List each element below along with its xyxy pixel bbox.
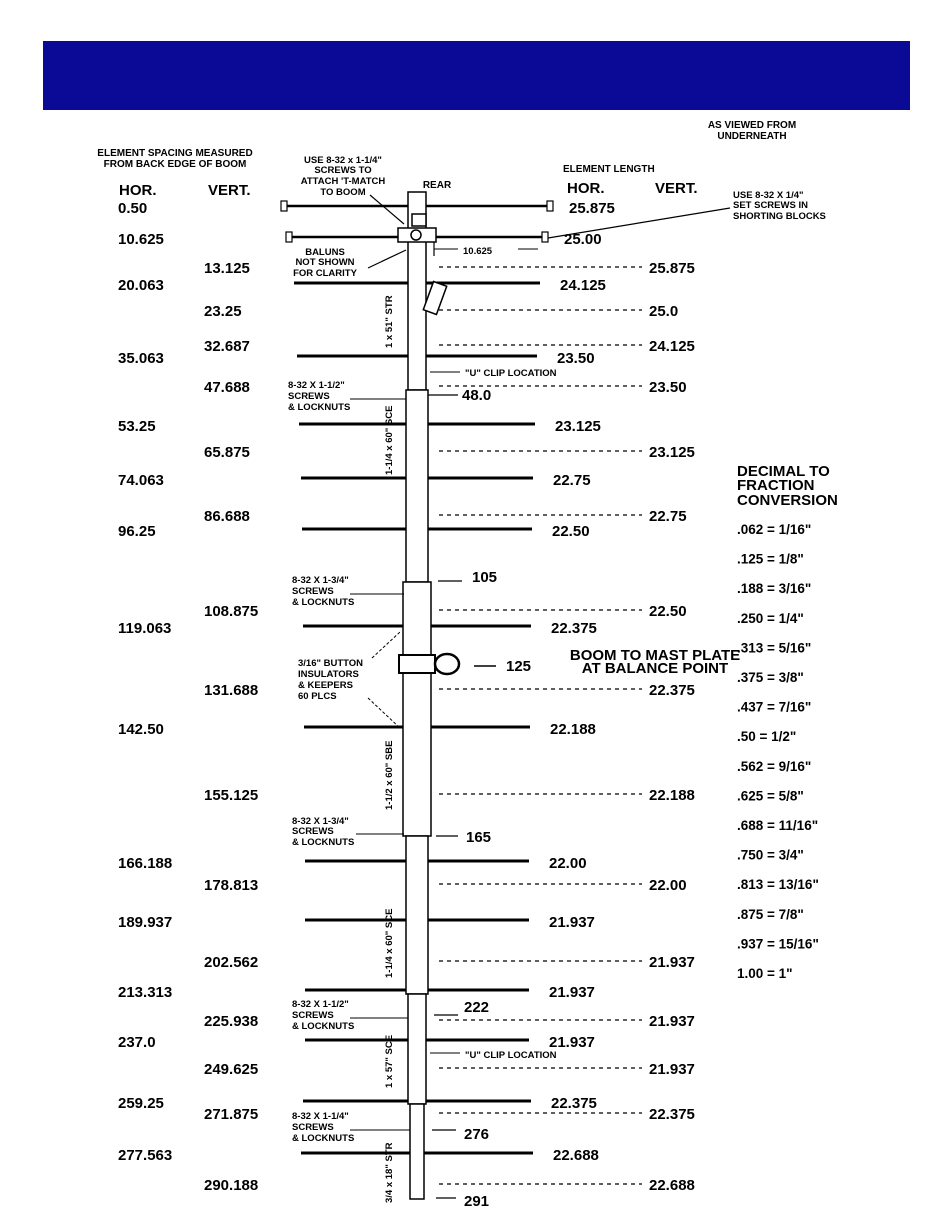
conversion-row: .562 = 9/16" xyxy=(737,758,812,774)
note-baluns-2: NOT SHOWN xyxy=(295,257,355,268)
vertical-spacing: 155.125 xyxy=(204,787,259,804)
viewed-from-label-2: UNDERNEATH xyxy=(717,131,787,142)
shorting-block-left xyxy=(281,201,287,211)
boom-section-3 xyxy=(403,582,431,836)
vertical-element-15 xyxy=(204,1177,695,1194)
horizontal-spacing: 142.50 xyxy=(118,721,164,738)
vertical-length: 22.375 xyxy=(649,682,695,699)
conversion-row: .750 = 3/4" xyxy=(737,847,804,863)
joint-48: 48.0 xyxy=(462,387,492,404)
horizontal-element-2 xyxy=(118,231,602,248)
screws2-3: & LOCKNUTS xyxy=(292,597,355,608)
vertical-element-13 xyxy=(204,1061,695,1078)
horizontal-spacing: 119.063 xyxy=(118,620,172,637)
conversion-row: .875 = 7/8" xyxy=(737,906,804,922)
horizontal-length: 23.125 xyxy=(555,418,601,435)
horizontal-element-10 xyxy=(118,855,587,872)
shorting-block-right xyxy=(547,201,553,211)
vertical-element-6 xyxy=(204,508,687,525)
vertical-element-9 xyxy=(204,787,695,804)
horizontal-element-12 xyxy=(118,984,595,1001)
horizontal-length: 22.00 xyxy=(549,855,587,872)
conversion-row: 1.00 = 1" xyxy=(737,966,793,981)
vertical-length: 22.688 xyxy=(649,1177,695,1194)
vertical-spacing: 225.938 xyxy=(204,1013,259,1030)
vertical-length: 21.937 xyxy=(649,1061,695,1078)
horizontal-spacing: 213.313 xyxy=(118,984,173,1001)
horizontal-spacing: 35.063 xyxy=(118,350,164,367)
vertical-length: 24.125 xyxy=(649,338,695,355)
screws4-3: & LOCKNUTS xyxy=(292,1021,355,1032)
screws1-3: & LOCKNUTS xyxy=(288,402,351,413)
conversion-title-2: FRACTION xyxy=(737,477,815,494)
rear-label: REAR xyxy=(422,180,452,191)
horizontal-length: 22.75 xyxy=(553,472,591,489)
conversion-row: .937 = 15/16" xyxy=(737,936,819,952)
boom-section-5 xyxy=(408,994,426,1104)
conversion-row: .313 = 5/16" xyxy=(737,640,812,656)
horizontal-spacing: 189.937 xyxy=(118,914,173,931)
note-setscrew-2: SET SCREWS IN xyxy=(733,200,808,211)
vertical-spacing: 290.188 xyxy=(204,1177,259,1194)
conversion-row: .813 = 13/16" xyxy=(737,877,819,893)
horizontal-element-14 xyxy=(118,1095,597,1112)
horizontal-length: 22.50 xyxy=(552,523,590,540)
screws2-2: SCREWS xyxy=(292,586,334,597)
vertical-spacing: 86.688 xyxy=(204,508,250,525)
vertical-length: 22.00 xyxy=(649,877,687,894)
horizontal-spacing: 277.563 xyxy=(118,1147,173,1164)
boom-section-4 xyxy=(406,836,428,994)
horizontal-element-7 xyxy=(118,523,590,540)
note-tmatch-4: TO BOOM xyxy=(320,187,366,198)
joint-callouts xyxy=(428,387,531,1210)
vertical-spacing: 47.688 xyxy=(204,379,250,396)
screws5-2: SCREWS xyxy=(292,1122,334,1133)
balun-bracket xyxy=(423,282,446,315)
vertical-length: 21.937 xyxy=(649,1013,695,1030)
vertical-length: 23.125 xyxy=(649,444,695,461)
vertical-spacing: 13.125 xyxy=(204,260,250,277)
vertical-spacing: 178.813 xyxy=(204,877,259,894)
conversion-table xyxy=(737,463,838,981)
horizontal-length: 22.188 xyxy=(550,721,596,738)
vertical-length: 23.50 xyxy=(649,379,687,396)
shorting-block-right xyxy=(542,232,548,242)
vertical-length: 22.75 xyxy=(649,508,687,525)
horizontal-length: 21.937 xyxy=(549,984,595,1001)
vertical-length: 25.0 xyxy=(649,303,679,320)
vertical-element-4 xyxy=(204,379,687,396)
joint-105: 105 xyxy=(472,569,498,586)
horizontal-element-13 xyxy=(118,1034,595,1051)
joint-222: 222 xyxy=(464,999,490,1016)
conversion-title-1: DECIMAL TO xyxy=(737,463,830,480)
insulators-4: 60 PLCS xyxy=(298,691,337,702)
vertical-element-3 xyxy=(204,338,695,355)
vertical-spacing: 271.875 xyxy=(204,1106,259,1123)
screws2-1: 8-32 X 1-3/4" xyxy=(292,575,349,586)
vert-left-header: VERT. xyxy=(208,182,251,199)
horizontal-spacing: 53.25 xyxy=(118,418,156,435)
shorting-block-left xyxy=(286,232,292,242)
joint-165: 165 xyxy=(466,829,492,846)
note-tmatch-3: ATTACH 'T-MATCH xyxy=(300,176,386,187)
vertical-spacing: 108.875 xyxy=(204,603,259,620)
screws1-2: SCREWS xyxy=(288,391,330,402)
boom-section-2 xyxy=(406,390,428,582)
joint-276: 276 xyxy=(464,1126,490,1143)
horizontal-element-15 xyxy=(118,1147,599,1164)
screws3-3: & LOCKNUTS xyxy=(292,837,355,848)
horizontal-length: 22.375 xyxy=(551,620,597,637)
horizontal-element-6 xyxy=(118,472,591,489)
horizontal-element-9 xyxy=(118,721,596,738)
note-baluns-1: BALUNS xyxy=(305,247,345,258)
horizontal-length: 22.688 xyxy=(553,1147,599,1164)
element-length-header: ELEMENT LENGTH xyxy=(563,164,655,175)
vertical-element-7 xyxy=(204,603,687,620)
boom-section-label-5: 1 x 57" SCE xyxy=(384,1034,395,1088)
horizontal-spacing: 20.063 xyxy=(118,277,164,294)
horizontal-length: 21.937 xyxy=(549,914,595,931)
vertical-spacing: 32.687 xyxy=(204,338,250,355)
vertical-length: 22.375 xyxy=(649,1106,695,1123)
mast-plate-note-2: AT BALANCE POINT xyxy=(581,660,729,677)
mast-plate xyxy=(399,655,435,673)
hor-left-header: HOR. xyxy=(119,182,157,199)
vertical-length: 21.937 xyxy=(649,954,695,971)
note-setscrew-1: USE 8-32 X 1/4" xyxy=(733,190,804,201)
horizontal-element-4 xyxy=(118,350,595,367)
horizontal-elements xyxy=(118,200,615,1164)
horizontal-element-5 xyxy=(118,418,601,435)
horizontal-length: 22.375 xyxy=(551,1095,597,1112)
mast-plate-note-1: BOOM TO MAST PLATE xyxy=(569,647,741,664)
boom-section-label-4: 1-1/4 x 60" SCE xyxy=(384,908,395,978)
vert-right-header: VERT. xyxy=(655,180,698,197)
horizontal-spacing: 74.063 xyxy=(118,472,164,489)
horizontal-spacing: 10.625 xyxy=(118,231,164,248)
horizontal-element-11 xyxy=(118,914,595,931)
screws5-1: 8-32 X 1-1/4" xyxy=(292,1111,349,1122)
horizontal-length: 21.937 xyxy=(549,1034,595,1051)
spacing-header: ELEMENT SPACING MEASURED xyxy=(97,148,253,159)
hor-right-header: HOR. xyxy=(567,180,605,197)
screws1-1: 8-32 X 1-1/2" xyxy=(288,380,345,391)
vertical-length: 25.875 xyxy=(649,260,695,277)
conversion-row: .125 = 1/8" xyxy=(737,551,804,567)
joint-291: 291 xyxy=(464,1193,490,1210)
screws3-1: 8-32 X 1-3/4" xyxy=(292,816,349,827)
boom xyxy=(398,192,459,1199)
horizontal-spacing: 166.188 xyxy=(118,855,173,872)
t-match-bracket xyxy=(412,214,426,226)
spacing-header-2: FROM BACK EDGE OF BOOM xyxy=(103,159,247,170)
conversion-row: .375 = 3/8" xyxy=(737,670,804,685)
vertical-spacing: 202.562 xyxy=(204,954,259,971)
note-setscrew-3: SHORTING BLOCKS xyxy=(733,211,826,222)
vertical-length: 22.188 xyxy=(649,787,695,804)
uclip-note-2: "U" CLIP LOCATION xyxy=(465,1050,557,1061)
vertical-element-5 xyxy=(204,444,695,461)
horizontal-spacing: 237.0 xyxy=(118,1034,156,1051)
conversion-row: .50 = 1/2" xyxy=(737,729,797,745)
screws4-2: SCREWS xyxy=(292,1010,334,1021)
insulators-2: INSULATORS xyxy=(298,669,359,680)
conversion-title-3: CONVERSION xyxy=(737,492,838,509)
note-tmatch-2: SCREWS TO xyxy=(314,165,372,176)
note-tmatch-1: USE 8-32 x 1-1/4" xyxy=(304,155,382,166)
vertical-element-1 xyxy=(204,260,695,277)
conversion-row: .437 = 7/16" xyxy=(737,699,812,715)
boom-section-label-6: 3/4 x 18" STR xyxy=(384,1142,395,1203)
conversion-row: .625 = 5/8" xyxy=(737,788,804,804)
screws4-1: 8-32 X 1-1/2" xyxy=(292,999,349,1010)
header-labels xyxy=(97,120,796,199)
horizontal-element-1 xyxy=(118,200,615,217)
boom-section-label-3: 1-1/2 x 60" SBE xyxy=(384,740,395,810)
horizontal-length: 23.50 xyxy=(557,350,595,367)
horizontal-element-3 xyxy=(118,277,606,294)
tmatch-dimension: 10.625 xyxy=(463,246,493,257)
boom-section-label-1: 1 x 51" STR xyxy=(384,295,395,348)
horizontal-spacing: 96.25 xyxy=(118,523,156,540)
boom-section-label-2: 1-1/4 x 60" SCE xyxy=(384,405,395,475)
boom-section-6 xyxy=(410,1104,424,1199)
conversion-row: .688 = 11/16" xyxy=(737,818,819,833)
insulators-3: & KEEPERS xyxy=(298,680,353,691)
horizontal-length: 25.875 xyxy=(569,200,615,217)
vertical-spacing: 249.625 xyxy=(204,1061,259,1078)
vertical-element-14 xyxy=(204,1106,695,1123)
viewed-from-label: AS VIEWED FROM xyxy=(707,120,797,131)
vertical-length: 22.50 xyxy=(649,603,687,620)
vertical-element-8 xyxy=(204,682,695,699)
mast-clamp xyxy=(435,654,459,674)
horizontal-length: 25.00 xyxy=(564,231,602,248)
conversion-row: .250 = 1/4" xyxy=(737,610,804,626)
vertical-element-2 xyxy=(204,303,678,320)
insulators-1: 3/16" BUTTON xyxy=(298,658,364,669)
vertical-element-11 xyxy=(204,954,695,971)
vertical-spacing: 65.875 xyxy=(204,444,250,461)
horizontal-element-8 xyxy=(118,620,597,637)
uclip-note-1: "U" CLIP LOCATION xyxy=(465,368,557,379)
screws3-2: SCREWS xyxy=(292,826,334,837)
horizontal-length: 24.125 xyxy=(560,277,606,294)
vertical-element-10 xyxy=(204,877,687,894)
horizontal-spacing: 0.50 xyxy=(118,200,148,217)
horizontal-spacing: 259.25 xyxy=(118,1095,164,1112)
joint-125: 125 xyxy=(506,658,532,675)
vertical-spacing: 131.688 xyxy=(204,682,259,699)
boom-section-labels xyxy=(384,295,395,1203)
note-baluns-3: FOR CLARITY xyxy=(293,268,357,279)
conversion-row: .188 = 3/16" xyxy=(737,581,812,597)
vertical-spacing: 23.25 xyxy=(204,303,242,320)
conversion-row: .062 = 1/16" xyxy=(737,522,812,537)
screws5-3: & LOCKNUTS xyxy=(292,1133,355,1144)
